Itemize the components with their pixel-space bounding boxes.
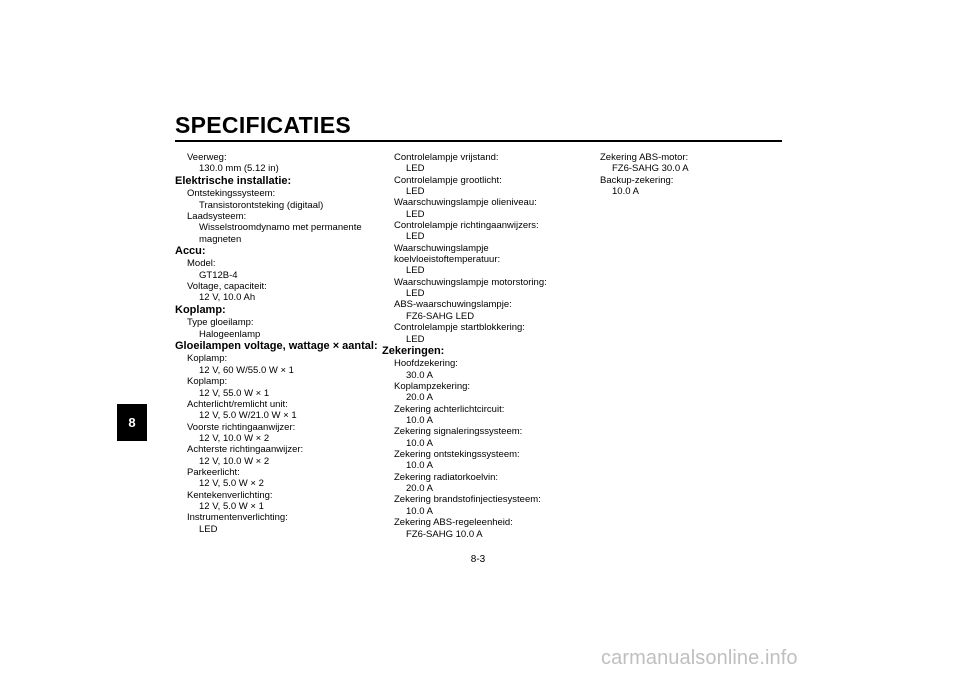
- spec-label: Zekering signaleringssysteem:: [394, 426, 523, 438]
- spec-label: Zekering ontstekingssysteem:: [394, 449, 520, 461]
- spec-value: GT12B-4: [199, 269, 238, 281]
- spec-label: Zekering brandstofinjectiesysteem:: [394, 494, 541, 506]
- spec-column-2: [382, 152, 582, 540]
- spec-label: Controlelampje grootlicht:: [394, 174, 502, 186]
- spec-value: LED: [406, 163, 425, 175]
- spec-value: Halogeenlamp: [199, 328, 261, 340]
- spec-value: LED: [406, 333, 425, 345]
- spec-label: Achterste richtingaanwijzer:: [187, 444, 304, 456]
- spec-label: Waarschuwingslampje olieniveau:: [394, 197, 537, 209]
- spec-label: Koplampzekering:: [394, 381, 471, 393]
- spec-value: Wisselstroomdynamo met permanente: [199, 222, 362, 234]
- spec-label: Koplamp:: [187, 353, 228, 365]
- spec-label: Zekering achterlichtcircuit:: [394, 403, 505, 415]
- spec-label: Zekering radiatorkoelvin:: [394, 471, 499, 483]
- spec-value: 12 V, 5.0 W/21.0 W × 1: [199, 410, 297, 422]
- section-heading: Elektrische installatie:: [175, 174, 292, 187]
- spec-label: Voorste richtingaanwijzer:: [187, 421, 296, 433]
- spec-label: koelvloeistoftemperatuur:: [394, 254, 501, 266]
- spec-label: Voltage, capaciteit:: [187, 281, 267, 293]
- spec-value: LED: [406, 186, 425, 198]
- spec-value: 10.0 A: [406, 437, 433, 449]
- spec-value: LED: [406, 288, 425, 300]
- spec-value: LED: [406, 231, 425, 243]
- title-underline: [175, 140, 782, 142]
- spec-value: 12 V, 10.0 W × 2: [199, 455, 270, 467]
- spec-label: Zekering ABS-regeleenheid:: [394, 517, 513, 529]
- spec-value: 12 V, 10.0 W × 2: [199, 432, 270, 444]
- spec-value: 12 V, 60 W/55.0 W × 1: [199, 364, 294, 376]
- spec-column-1: [175, 152, 378, 535]
- spec-label: Waarschuwingslampje: [394, 242, 489, 254]
- spec-value: 30.0 A: [406, 369, 433, 381]
- spec-label: Parkeerlicht:: [187, 466, 240, 478]
- spec-value: LED: [406, 208, 425, 220]
- spec-value: 12 V, 55.0 W × 1: [199, 387, 270, 399]
- spec-label: Hoofdzekering:: [394, 358, 458, 370]
- spec-label: Ontstekingssysteem:: [187, 188, 276, 200]
- spec-label: Backup-zekering:: [600, 174, 674, 186]
- spec-label: Controlelampje richtingaanwijzers:: [394, 220, 539, 232]
- spec-value: LED: [199, 523, 218, 535]
- spec-value: 20.0 A: [406, 483, 433, 495]
- spec-column-3: [588, 152, 778, 197]
- spec-value: 130.0 mm (5.12 in): [199, 163, 279, 175]
- spec-label: Achterlicht/remlicht unit:: [187, 398, 288, 410]
- section-heading: Koplamp:: [175, 303, 226, 316]
- section-heading: Accu:: [175, 244, 206, 257]
- spec-value: 10.0 A: [406, 505, 433, 517]
- spec-value: magneten: [199, 233, 242, 245]
- spec-value: FZ6-SAHG 30.0 A: [612, 163, 689, 175]
- page-title: SPECIFICATIES: [175, 112, 351, 138]
- spec-label: Koplamp:: [187, 376, 228, 388]
- spec-label: Type gloeilamp:: [187, 317, 254, 329]
- spec-label: Waarschuwingslampje motorstoring:: [394, 276, 547, 288]
- spec-label: Kentekenverlichting:: [187, 489, 273, 501]
- spec-value: 10.0 A: [612, 186, 639, 198]
- spec-value: FZ6-SAHG 10.0 A: [406, 528, 483, 540]
- spec-value: 12 V, 5.0 W × 2: [199, 478, 264, 490]
- spec-value: 20.0 A: [406, 392, 433, 404]
- spec-label: Controlelampje vrijstand:: [394, 152, 499, 163]
- spec-label: Laadsysteem:: [187, 210, 247, 222]
- page-number: 8-3: [470, 554, 486, 565]
- spec-value: Transistorontsteking (digitaal): [199, 199, 324, 211]
- chapter-tab: 8: [117, 404, 147, 441]
- spec-label: Instrumentenverlichting:: [187, 512, 288, 524]
- spec-value: FZ6-SAHG LED: [406, 310, 475, 322]
- section-heading: Gloeilampen voltage, wattage × aantal:: [175, 339, 378, 352]
- spec-value: 12 V, 5.0 W × 1: [199, 500, 264, 512]
- watermark: carmanualsonline.info: [601, 647, 798, 669]
- spec-label: Controlelampje startblokkering:: [394, 322, 525, 334]
- section-heading: Zekeringen:: [382, 344, 445, 357]
- spec-label: ABS-waarschuwingslampje:: [394, 299, 512, 311]
- spec-value: 10.0 A: [406, 460, 433, 472]
- spec-value: 10.0 A: [406, 415, 433, 427]
- spec-label: Model:: [187, 258, 216, 270]
- spec-value: 12 V, 10.0 Ah: [199, 292, 256, 304]
- spec-label: Zekering ABS-motor:: [600, 152, 689, 163]
- spec-label: Veerweg:: [187, 152, 227, 163]
- spec-value: LED: [406, 265, 425, 277]
